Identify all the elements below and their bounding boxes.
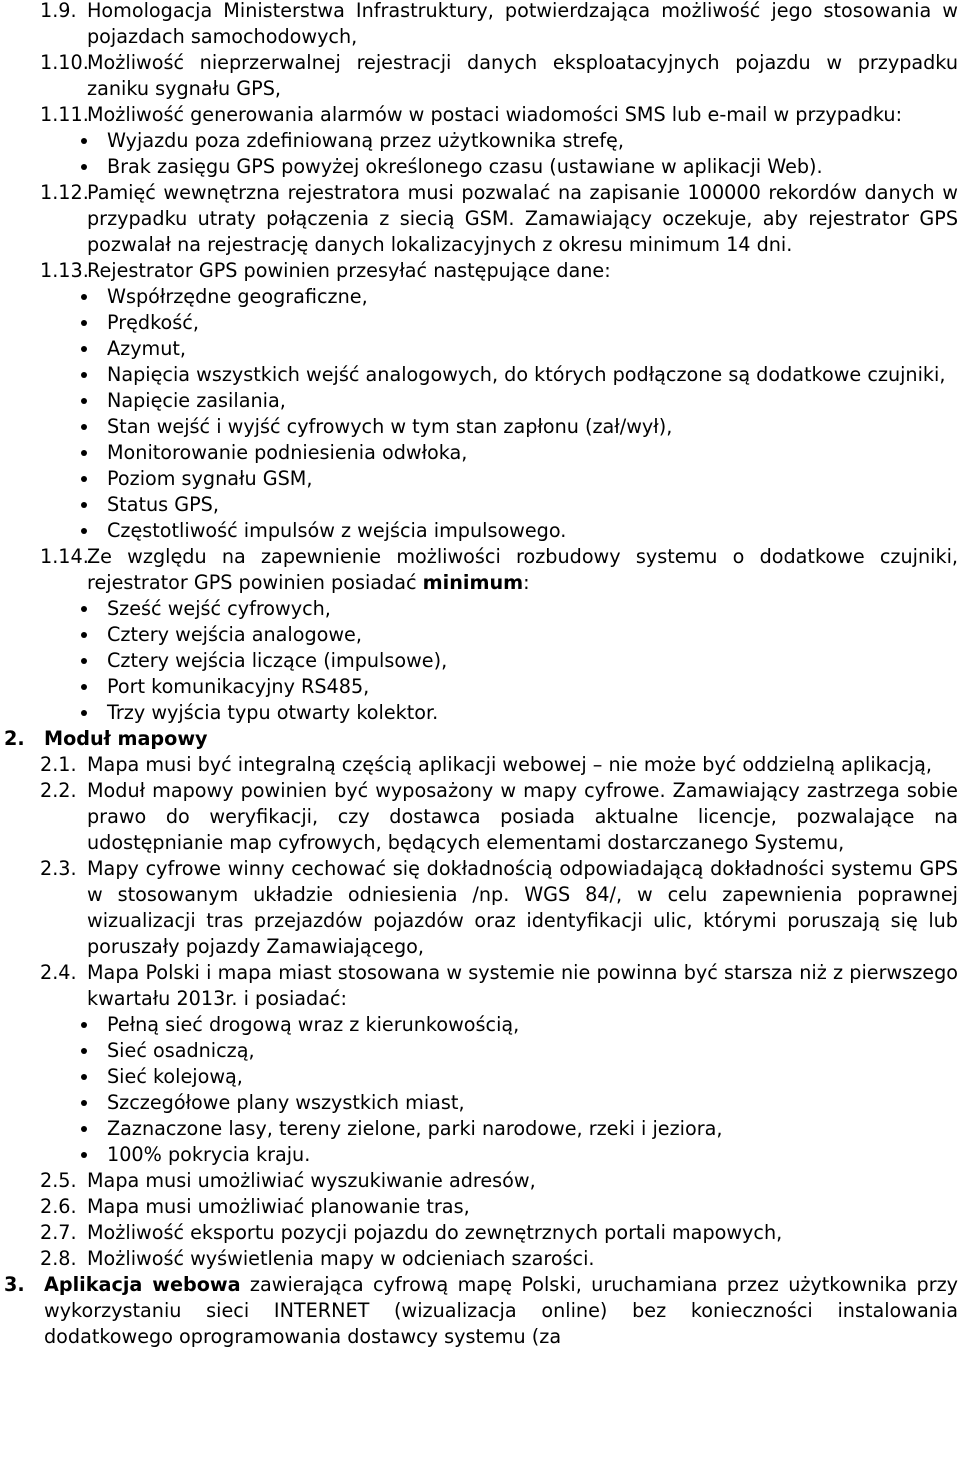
list-item: Monitorowanie podniesienia odwłoka, [107, 441, 468, 464]
item-1-10 [0, 50, 958, 102]
list-item: Brak zasięgu GPS powyżej określonego czasu (ustawiane w aplikacji Web). [107, 155, 823, 178]
item-text: Ze względu na zapewnienie możliwości rozbudowy systemu o dodatkowe czujniki, rejestrator GPS powinien posiadać minimum: [87, 545, 958, 594]
list-item: Azymut, [107, 337, 187, 360]
list-item: Sieć osadniczą, [107, 1039, 255, 1062]
item-text: Rejestrator GPS powinien przesyłać następujące dane: [87, 259, 611, 282]
item-text: Pamięć wewnętrzna rejestratora musi pozwalać na zapisanie 100000 rekordów danych w przypadku utraty połączenia z siecią GSM. Zamawiający oczekuje, aby rejestrator GPS pozwalał na rejestrację danych lokalizacyjnych z okresu minimum 14 dni. [87, 181, 958, 256]
item-number: 1.9. [40, 0, 77, 22]
list-item: Stan wejść i wyjść cyfrowych w tym stan zapłonu (zał/wył), [107, 415, 673, 438]
item-2-7 [0, 1220, 958, 1246]
list-item: Częstotliwość impulsów z wejścia impulsowego. [107, 519, 567, 542]
item-1-9 [0, 0, 958, 50]
bullet-list-2-4 [0, 1012, 958, 1168]
item-1-11 [0, 102, 958, 128]
item-number: 1.12. [40, 181, 89, 204]
item-text: Mapa Polski i mapa miast stosowana w systemie nie powinna być starsza niż z pierwszego kwartału 2013r. i posiadać: [87, 961, 958, 1010]
item-number: 2.5. [40, 1169, 77, 1192]
list-item: 100% pokrycia kraju. [107, 1143, 311, 1166]
item-text: Mapa musi umożliwiać planowanie tras, [87, 1195, 470, 1218]
item-number: 2.6. [40, 1195, 77, 1218]
item-number: 2.2. [40, 779, 77, 802]
emphasis-text: minimum [422, 571, 524, 594]
section-number: 3. [4, 1273, 25, 1296]
item-number: 2.4. [40, 961, 77, 984]
item-number: 1.10. [40, 51, 89, 74]
item-text: Możliwość nieprzerwalnej rejestracji danych eksploatacyjnych pojazdu w przypadku zaniku sygnału GPS, [87, 51, 958, 100]
item-number: 2.7. [40, 1221, 77, 1244]
item-2-3 [0, 856, 958, 960]
item-2-1 [0, 752, 958, 778]
list-item: Prędkość, [107, 311, 199, 334]
item-2-2 [0, 778, 958, 856]
item-1-12 [0, 180, 958, 258]
item-2-8 [0, 1246, 958, 1272]
list-item: Sieć kolejową, [107, 1065, 243, 1088]
section-text: Aplikacja webowa zawierająca cyfrową mapę Polski, uruchamiana przez użytkownika przy wykorzystaniu sieci INTERNET (wizualizacja online) bez konieczności instalowania dodatkowego oprogramowania dostawcy systemu (za [44, 1273, 959, 1348]
item-text: Moduł mapowy powinien być wyposażony w mapy cyfrowe. Zamawiający zastrzega sobie prawo do weryfikacji, czy dostawca posiada aktualne licencje, pozwalające na udostępnianie map cyfrowych, będących elementami dostarczanego Systemu, [87, 779, 958, 854]
section-2-heading [0, 726, 958, 752]
item-2-6 [0, 1194, 958, 1220]
list-item: Zaznaczone lasy, tereny zielone, parki narodowe, rzeki i jeziora, [107, 1117, 723, 1140]
list-item: Szczegółowe plany wszystkich miast, [107, 1091, 465, 1114]
list-item: Napięcie zasilania, [107, 389, 286, 412]
item-1-14 [0, 544, 958, 596]
item-number: 2.8. [40, 1247, 77, 1270]
section-3 [0, 1272, 958, 1350]
item-text: Możliwość generowania alarmów w postaci wiadomości SMS lub e-mail w przypadku: [87, 103, 903, 126]
item-text: Możliwość wyświetlenia mapy w odcieniach szarości. [87, 1247, 595, 1270]
list-item: Współrzędne geograficzne, [107, 285, 368, 308]
item-number: 2.3. [40, 857, 77, 880]
item-number: 2.1. [40, 753, 77, 776]
section-title: Aplikacja webowa [44, 1273, 241, 1296]
item-text: Mapa musi być integralną częścią aplikacji webowej – nie może być oddzielną aplikacją, [87, 753, 932, 776]
list-item: Sześć wejść cyfrowych, [107, 597, 331, 620]
bullet-list-1-13 [0, 284, 958, 544]
item-text: Mapa musi umożliwiać wyszukiwanie adresów, [87, 1169, 536, 1192]
list-item: Trzy wyjścia typu otwarty kolektor. [107, 701, 439, 724]
list-item: Cztery wejścia analogowe, [107, 623, 362, 646]
list-item: Napięcia wszystkich wejść analogowych, do których podłączone są dodatkowe czujniki, [107, 363, 946, 386]
item-number: 1.14. [40, 545, 89, 568]
list-item: Wyjazdu poza zdefiniowaną przez użytkownika strefę, [107, 129, 624, 152]
item-text: Możliwość eksportu pozycji pojazdu do zewnętrznych portali mapowych, [87, 1221, 783, 1244]
bullet-list-1-14 [0, 596, 958, 726]
item-2-5 [0, 1168, 958, 1194]
list-item: Poziom sygnału GSM, [107, 467, 313, 490]
list-item: Cztery wejścia liczące (impulsowe), [107, 649, 448, 672]
item-1-13 [0, 258, 958, 284]
item-2-4 [0, 960, 958, 1012]
item-text: Mapy cyfrowe winny cechować się dokładnością odpowiadającą dokładności systemu GPS w stosowanym układzie odniesienia /np. WGS 84/, w celu zapewnienia poprawnej wizualizacji tras przejazdów pojazdów oraz identyfikacji ulic, którymi poruszają się lub poruszały pojazdy Zamawiającego, [87, 857, 958, 958]
list-item: Status GPS, [107, 493, 219, 516]
section-title: Moduł mapowy [44, 727, 208, 750]
item-text: Homologacja Ministerstwa Infrastruktury, potwierdzająca możliwość jego stosowania w pojazdach samochodowych, [87, 0, 958, 48]
list-item: Pełną sieć drogową wraz z kierunkowością, [107, 1013, 520, 1036]
bullet-list-1-11 [0, 128, 958, 180]
list-item: Port komunikacyjny RS485, [107, 675, 370, 698]
item-number: 1.13. [40, 259, 89, 282]
section-number: 2. [4, 727, 25, 750]
item-number: 1.11. [40, 103, 89, 126]
